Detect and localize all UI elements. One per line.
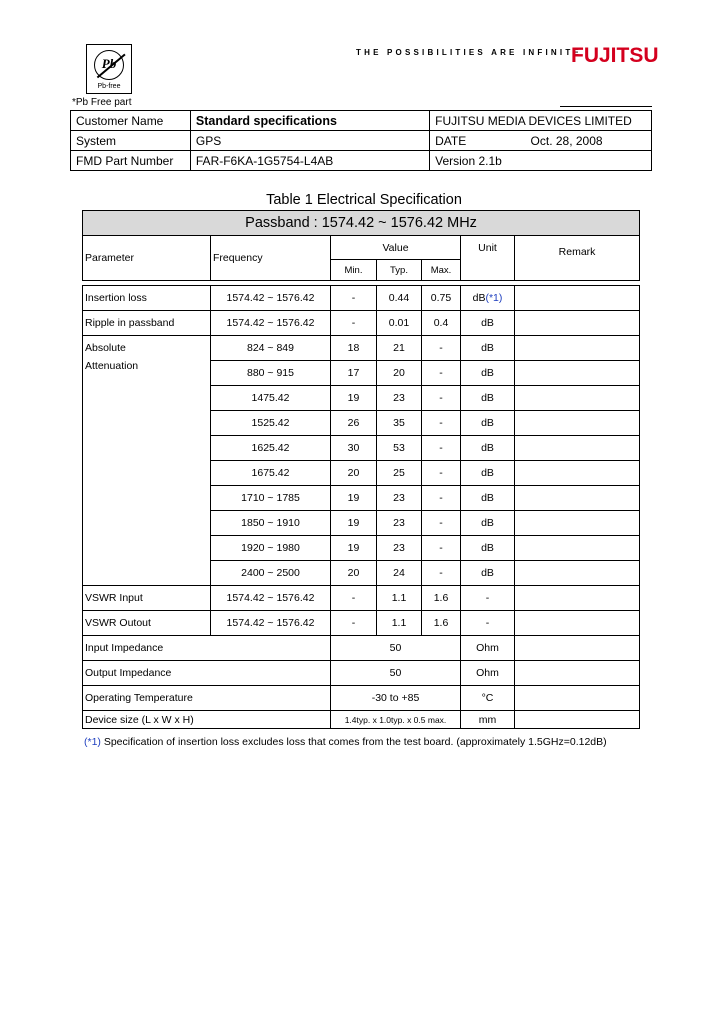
part-value: FAR-F6KA-1G5754-L4AB: [190, 151, 429, 171]
col-min: Min.: [331, 260, 377, 281]
table-row: [83, 611, 640, 636]
value-cell: 50: [331, 661, 461, 686]
remark-cell: [515, 511, 640, 536]
pb-free-logo: [86, 44, 132, 94]
typ-cell: 23: [377, 536, 422, 561]
col-parameter: Parameter: [83, 236, 211, 281]
max-cell: 1.6: [422, 586, 461, 611]
max-cell: -: [422, 561, 461, 586]
typ-cell: 0.01: [377, 311, 422, 336]
max-cell: -: [422, 461, 461, 486]
min-cell: 18: [331, 336, 377, 361]
remark-cell: [515, 436, 640, 461]
freq-cell: 1574.42 ~ 1576.42: [211, 311, 331, 336]
passband-header: Passband : 1574.42 ~ 1576.42 MHz: [83, 211, 640, 236]
value-cell: 1.4typ. x 1.0typ. x 0.5 max.: [331, 711, 461, 729]
remark-cell: [515, 286, 640, 311]
value-cell: -30 to +85: [331, 686, 461, 711]
max-cell: -: [422, 486, 461, 511]
remark-cell: [515, 461, 640, 486]
max-cell: 0.4: [422, 311, 461, 336]
col-unit: Unit: [461, 236, 515, 281]
table-row: [83, 661, 640, 686]
remark-cell: [515, 386, 640, 411]
footnote: [84, 736, 607, 748]
unit-cell: dB: [461, 411, 515, 436]
max-cell: -: [422, 536, 461, 561]
freq-cell: 824 ~ 849: [211, 336, 331, 361]
footnote-ref: (*1): [84, 736, 101, 748]
typ-cell: 35: [377, 411, 422, 436]
remark-cell: [515, 561, 640, 586]
unit-cell: dB: [461, 561, 515, 586]
unit-cell: dB: [461, 486, 515, 511]
remark-cell: [515, 486, 640, 511]
unit-cell: dB: [461, 336, 515, 361]
customer-value: Standard specifications: [190, 111, 429, 131]
col-value: Value: [331, 236, 461, 260]
remark-cell: [515, 336, 640, 361]
unit-cell: Ohm: [461, 636, 515, 661]
param-cell: Device size (L x W x H): [83, 711, 331, 729]
remark-cell: [515, 611, 640, 636]
table-row: [83, 686, 640, 711]
col-frequency: Frequency: [211, 236, 331, 281]
max-cell: -: [422, 386, 461, 411]
unit-cell: Ohm: [461, 661, 515, 686]
min-cell: -: [331, 286, 377, 311]
unit-cell: °C: [461, 686, 515, 711]
param-cell: Operating Temperature: [83, 686, 331, 711]
system-value: GPS: [190, 131, 429, 151]
unit-cell: -: [461, 611, 515, 636]
param-cell: VSWR Input: [83, 586, 211, 611]
typ-cell: 24: [377, 561, 422, 586]
param-cell: Output Impedance: [83, 661, 331, 686]
max-cell: 0.75: [422, 286, 461, 311]
col-remark: Remark: [515, 236, 640, 281]
max-cell: 1.6: [422, 611, 461, 636]
date-label: DATE: [430, 131, 526, 151]
min-cell: -: [331, 311, 377, 336]
remark-cell: [515, 411, 640, 436]
unit-cell: dB: [461, 436, 515, 461]
brand-tagline: THE POSSIBILITIES ARE INFINITE: [356, 48, 582, 57]
remark-cell: [515, 636, 640, 661]
unit-cell: dB: [461, 511, 515, 536]
freq-cell: 1574.42 ~ 1576.42: [211, 586, 331, 611]
unit-cell: dB: [461, 311, 515, 336]
pb-free-label: *Pb Free part: [72, 97, 132, 108]
min-cell: 19: [331, 486, 377, 511]
freq-cell: 1850 ~ 1910: [211, 511, 331, 536]
table-row: [83, 636, 640, 661]
remark-cell: [515, 311, 640, 336]
table-row: [83, 336, 640, 361]
footnote-text: Specification of insertion loss excludes loss that comes from the test board. (approximately 1.5GHz=0.12dB): [100, 736, 607, 748]
freq-cell: 1574.42 ~ 1576.42: [211, 286, 331, 311]
freq-cell: 1920 ~ 1980: [211, 536, 331, 561]
brand-divider: [560, 106, 652, 107]
col-max: Max.: [422, 260, 461, 281]
remark-cell: [515, 586, 640, 611]
version: Version 2.1b: [430, 151, 652, 171]
max-cell: -: [422, 436, 461, 461]
typ-cell: 23: [377, 511, 422, 536]
freq-cell: 2400 ~ 2500: [211, 561, 331, 586]
min-cell: 26: [331, 411, 377, 436]
footnote-ref: (*1): [485, 292, 503, 304]
pb-caption: Pb-free: [97, 83, 121, 90]
unit-cell: [461, 286, 515, 311]
table-row: [83, 711, 640, 729]
pb-symbol: Pb: [101, 56, 117, 71]
unit-cell: dB: [461, 536, 515, 561]
company-name: FUJITSU MEDIA DEVICES LIMITED: [430, 111, 652, 131]
spec-table: [82, 210, 640, 729]
attenuation-label-1: Absolute: [85, 342, 126, 354]
typ-cell: 21: [377, 336, 422, 361]
typ-cell: 23: [377, 486, 422, 511]
typ-cell: 20: [377, 361, 422, 386]
typ-cell: 1.1: [377, 586, 422, 611]
value-cell: 50: [331, 636, 461, 661]
max-cell: -: [422, 511, 461, 536]
typ-cell: 53: [377, 436, 422, 461]
remark-cell: [515, 361, 640, 386]
param-cell: VSWR Outout: [83, 611, 211, 636]
freq-cell: 1475.42: [211, 386, 331, 411]
freq-cell: 1625.42: [211, 436, 331, 461]
freq-cell: 1710 ~ 1785: [211, 486, 331, 511]
unit-cell: dB: [461, 361, 515, 386]
min-cell: 19: [331, 536, 377, 561]
min-cell: 19: [331, 511, 377, 536]
attenuation-param: [83, 336, 211, 586]
param-cell: Ripple in passband: [83, 311, 211, 336]
freq-cell: 1675.42: [211, 461, 331, 486]
customer-label: Customer Name: [71, 111, 191, 131]
min-cell: 30: [331, 436, 377, 461]
min-cell: 20: [331, 461, 377, 486]
param-cell: Input Impedance: [83, 636, 331, 661]
unit-text: dB: [472, 292, 486, 304]
min-cell: -: [331, 586, 377, 611]
freq-cell: 880 ~ 915: [211, 361, 331, 386]
fujitsu-logo: FUJITSU: [571, 44, 659, 67]
typ-cell: 25: [377, 461, 422, 486]
freq-cell: 1525.42: [211, 411, 331, 436]
min-cell: 20: [331, 561, 377, 586]
param-cell: Insertion loss: [83, 286, 211, 311]
typ-cell: 0.44: [377, 286, 422, 311]
unit-cell: -: [461, 586, 515, 611]
unit-cell: dB: [461, 386, 515, 411]
unit-cell: mm: [461, 711, 515, 729]
header-table: [70, 110, 652, 171]
min-cell: 19: [331, 386, 377, 411]
part-label: FMD Part Number: [71, 151, 191, 171]
max-cell: -: [422, 336, 461, 361]
attenuation-label-2: Attenuation: [85, 360, 139, 372]
remark-cell: [515, 686, 640, 711]
remark-cell: [515, 661, 640, 686]
table-title: Table 1 Electrical Specification: [266, 192, 462, 208]
max-cell: -: [422, 361, 461, 386]
remark-cell: [515, 536, 640, 561]
min-cell: -: [331, 611, 377, 636]
min-cell: 17: [331, 361, 377, 386]
remark-cell: [515, 711, 640, 729]
table-row: [83, 586, 640, 611]
col-typ: Typ.: [377, 260, 422, 281]
unit-cell: dB: [461, 461, 515, 486]
freq-cell: 1574.42 ~ 1576.42: [211, 611, 331, 636]
max-cell: -: [422, 411, 461, 436]
typ-cell: 1.1: [377, 611, 422, 636]
date-value: Oct. 28, 2008: [526, 131, 652, 151]
typ-cell: 23: [377, 386, 422, 411]
system-label: System: [71, 131, 191, 151]
table-row: [83, 311, 640, 336]
table-row: [83, 286, 640, 311]
